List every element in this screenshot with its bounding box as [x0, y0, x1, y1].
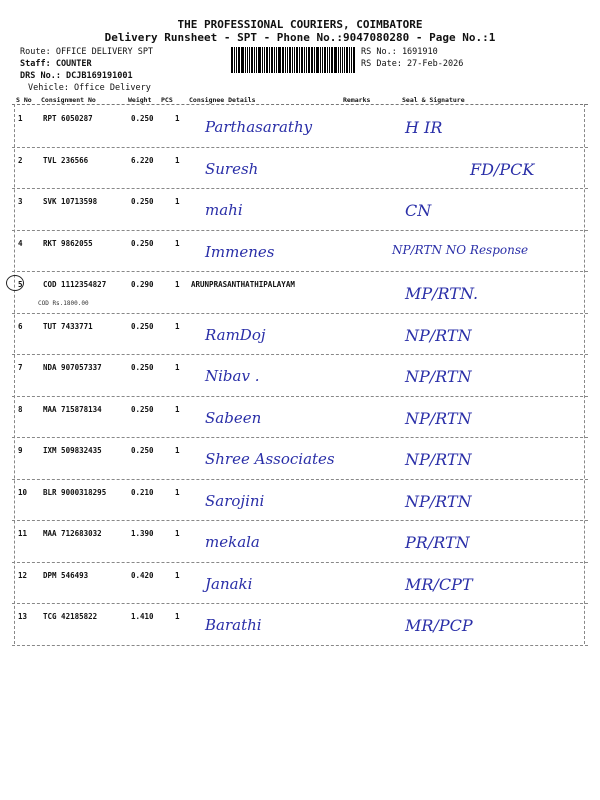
row-weight: 0.250 [131, 404, 154, 414]
handwritten-recipient-name: mahi [205, 201, 243, 219]
row-consignment-no: MAA 712683032 [43, 529, 102, 538]
barcode-bar [262, 47, 263, 73]
barcode-bar [351, 47, 352, 73]
table-row [0, 438, 600, 480]
row-consignment-no: TCG 42185822 [43, 612, 98, 621]
barcode-bar [311, 47, 313, 73]
barcode-bar [269, 47, 270, 73]
row-number-circle-mark [6, 275, 24, 291]
handwritten-remark-signature: NP/RTN [405, 408, 472, 428]
handwritten-remark-signature: PR/RTN [405, 533, 470, 552]
row-pcs: 1 [175, 487, 180, 497]
col-remarks: Remarks [343, 96, 371, 104]
row-sno: 2 [18, 155, 23, 165]
barcode-bar [322, 47, 323, 73]
barcode-bar [292, 47, 293, 73]
row-pcs: 1 [175, 114, 180, 123]
barcode-bar [245, 47, 246, 73]
table-row [0, 106, 600, 148]
barcode-bar [340, 47, 341, 73]
row-consignment-no: RKT 9862055 [43, 238, 93, 248]
barcode-bar [258, 47, 261, 73]
table-row [0, 480, 600, 522]
barcode-bar [324, 47, 326, 73]
table-row [0, 521, 600, 563]
handwritten-recipient-name: RamDoj [205, 325, 266, 344]
col-pcs: PCS [161, 96, 173, 104]
row-pcs: 1 [175, 280, 180, 289]
handwritten-remark-signature: FD/PCK [470, 159, 535, 179]
row-consignment-no: BLR 9000318295 [43, 487, 107, 497]
route-label: Route: OFFICE DELIVERY SPT [20, 47, 154, 57]
table-row [0, 148, 600, 190]
row-sno: 1 [18, 114, 23, 123]
row-divider [12, 645, 588, 646]
row-pcs: 1 [175, 612, 180, 621]
row-consignment-no: COD 1112354827 [43, 280, 107, 289]
table-row [0, 397, 600, 439]
handwritten-remark-signature: NP/RTN [405, 325, 472, 345]
barcode-bar [346, 47, 348, 73]
col-consignment: Consignment No [41, 96, 96, 104]
handwritten-recipient-name: Parthasarathy [205, 118, 313, 136]
barcode-bar [338, 47, 339, 73]
barcode-bar [251, 47, 253, 73]
barcode-bar [254, 47, 256, 73]
barcode-bar [247, 47, 248, 73]
handwritten-recipient-name: mekala [205, 533, 260, 551]
barcode-bar [296, 47, 299, 73]
row-weight: 0.250 [131, 114, 154, 123]
row-pcs: 1 [175, 197, 180, 206]
row-sno: 11 [18, 529, 28, 538]
staff-label: Staff: COUNTER [20, 59, 92, 69]
barcode-bar [353, 47, 355, 73]
barcode-bar [276, 47, 277, 73]
table-row [0, 604, 600, 646]
row-consignment-no: TUT 7433771 [43, 321, 93, 331]
row-consignment-no: MAA 715878134 [43, 404, 102, 414]
barcode-bar [342, 47, 344, 73]
barcode-bar [349, 47, 350, 73]
row-weight: 0.420 [131, 570, 154, 580]
barcode-bar [282, 47, 284, 73]
table-row [0, 355, 600, 397]
row-consignment-no: TVL 236566 [43, 155, 89, 165]
row-weight: 0.250 [131, 363, 154, 372]
row-weight: 1.390 [131, 529, 154, 538]
handwritten-recipient-name: Janaki [205, 574, 253, 593]
row-sno: 3 [18, 197, 23, 206]
col-seal: Seal & Signature [402, 96, 465, 104]
handwritten-remark-signature: H IR [405, 118, 443, 137]
row-pcs: 1 [175, 155, 180, 165]
barcode-bar [285, 47, 286, 73]
barcode-bar [256, 47, 257, 73]
handwritten-remark-signature: NP/RTN NO Response [392, 242, 529, 257]
row-weight: 0.250 [131, 446, 154, 455]
runsheet-company-title: THE PROFESSIONAL COURIERS, COIMBATORE [177, 18, 423, 31]
barcode-bar [329, 47, 330, 73]
header-divider [12, 104, 588, 105]
handwritten-recipient-name: Sarojini [205, 491, 265, 510]
barcode-bar [278, 47, 281, 73]
barcode-bar [249, 47, 250, 73]
table-row [0, 272, 600, 314]
barcode-bar [238, 47, 240, 73]
handwritten-remark-signature: NP/RTN [405, 491, 472, 511]
handwritten-remark-signature: CN [405, 201, 432, 220]
row-weight: 1.410 [131, 612, 154, 621]
drs-number: DRS No.: DCJB169191001 [20, 71, 133, 81]
row-sno: 7 [18, 363, 23, 372]
handwritten-recipient-name: Immenes [205, 242, 275, 261]
row-pcs: 1 [175, 446, 180, 455]
row-consignment-no: IXM 509832435 [43, 446, 102, 455]
row-weight: 6.220 [131, 155, 154, 165]
barcode-bar [320, 47, 321, 73]
handwritten-recipient-name: Shree Associates [205, 450, 335, 468]
barcode-bar [264, 47, 265, 73]
row-sno: 9 [18, 446, 23, 455]
row-sno: 10 [18, 487, 28, 497]
barcode-bar [334, 47, 337, 73]
col-weight: Weight [128, 96, 152, 104]
handwritten-recipient-name: Barathi [205, 616, 262, 634]
row-consignment-no: DPM 546493 [43, 570, 89, 580]
barcode-bar [294, 47, 295, 73]
row-consignment-no: RPT 6050287 [43, 114, 93, 123]
handwritten-remark-signature: MR/PCP [405, 616, 473, 635]
row-pcs: 1 [175, 321, 180, 331]
barcode [231, 47, 356, 73]
barcode-bar [301, 47, 303, 73]
row-pcs: 1 [175, 529, 180, 538]
barcode-bar [241, 47, 244, 73]
barcode-bar [299, 47, 300, 73]
barcode-bar [306, 47, 307, 73]
row-sno: 13 [18, 612, 28, 621]
barcode-bar [344, 47, 345, 73]
row-weight: 0.250 [131, 238, 154, 248]
barcode-bar [289, 47, 291, 73]
col-sno: S No [16, 96, 32, 104]
barcode-bar [287, 47, 288, 73]
table-row [0, 231, 600, 273]
table-row [0, 314, 600, 356]
rs-number: RS No.: 1691910 [361, 47, 438, 57]
row-consignment-no: NDA 907057337 [43, 363, 102, 372]
row-pcs: 1 [175, 238, 180, 248]
vehicle-label: Vehicle: Office Delivery [28, 83, 151, 93]
barcode-bar [316, 47, 319, 73]
handwritten-remark-signature: NP/RTN [405, 367, 472, 386]
row-sno: 12 [18, 570, 28, 580]
handwritten-recipient-name: Suresh [205, 159, 259, 178]
barcode-bar [331, 47, 333, 73]
barcode-bar [234, 47, 235, 73]
row-weight: 0.210 [131, 487, 154, 497]
handwritten-recipient-name: Nibav . [205, 367, 260, 385]
row-consignee: ARUNPRASANTHATHIPALAYAM [191, 280, 295, 289]
row-pcs: 1 [175, 404, 180, 414]
cod-amount: COD Rs.1800.00 [38, 300, 89, 307]
row-sno: 4 [18, 238, 23, 248]
barcode-bar [231, 47, 233, 73]
barcode-bar [327, 47, 328, 73]
row-sno: 5 [18, 280, 23, 289]
handwritten-recipient-name: Sabeen [205, 408, 262, 427]
barcode-bar [236, 47, 237, 73]
handwritten-remark-signature: NP/RTN [405, 450, 472, 469]
row-weight: 0.250 [131, 321, 154, 331]
barcode-bar [274, 47, 275, 73]
barcode-bar [314, 47, 315, 73]
barcode-bar [304, 47, 305, 73]
row-consignment-no: SVK 10713598 [43, 197, 98, 206]
row-sno: 8 [18, 404, 23, 414]
row-pcs: 1 [175, 570, 180, 580]
row-weight: 0.290 [131, 280, 154, 289]
handwritten-remark-signature: MR/CPT [405, 574, 473, 594]
barcode-bar [271, 47, 273, 73]
runsheet-subtitle: Delivery Runsheet - SPT - Phone No.:9047080280 - Page No.:1 [104, 31, 496, 44]
table-row [0, 189, 600, 231]
row-weight: 0.250 [131, 197, 154, 206]
rs-date: RS Date: 27-Feb-2026 [361, 59, 464, 69]
barcode-bar [266, 47, 268, 73]
col-consignee: Consignee Details [189, 96, 256, 104]
handwritten-remark-signature: MP/RTN. [405, 284, 479, 303]
table-row [0, 563, 600, 605]
row-pcs: 1 [175, 363, 180, 372]
row-sno: 6 [18, 321, 23, 331]
barcode-bar [308, 47, 310, 73]
